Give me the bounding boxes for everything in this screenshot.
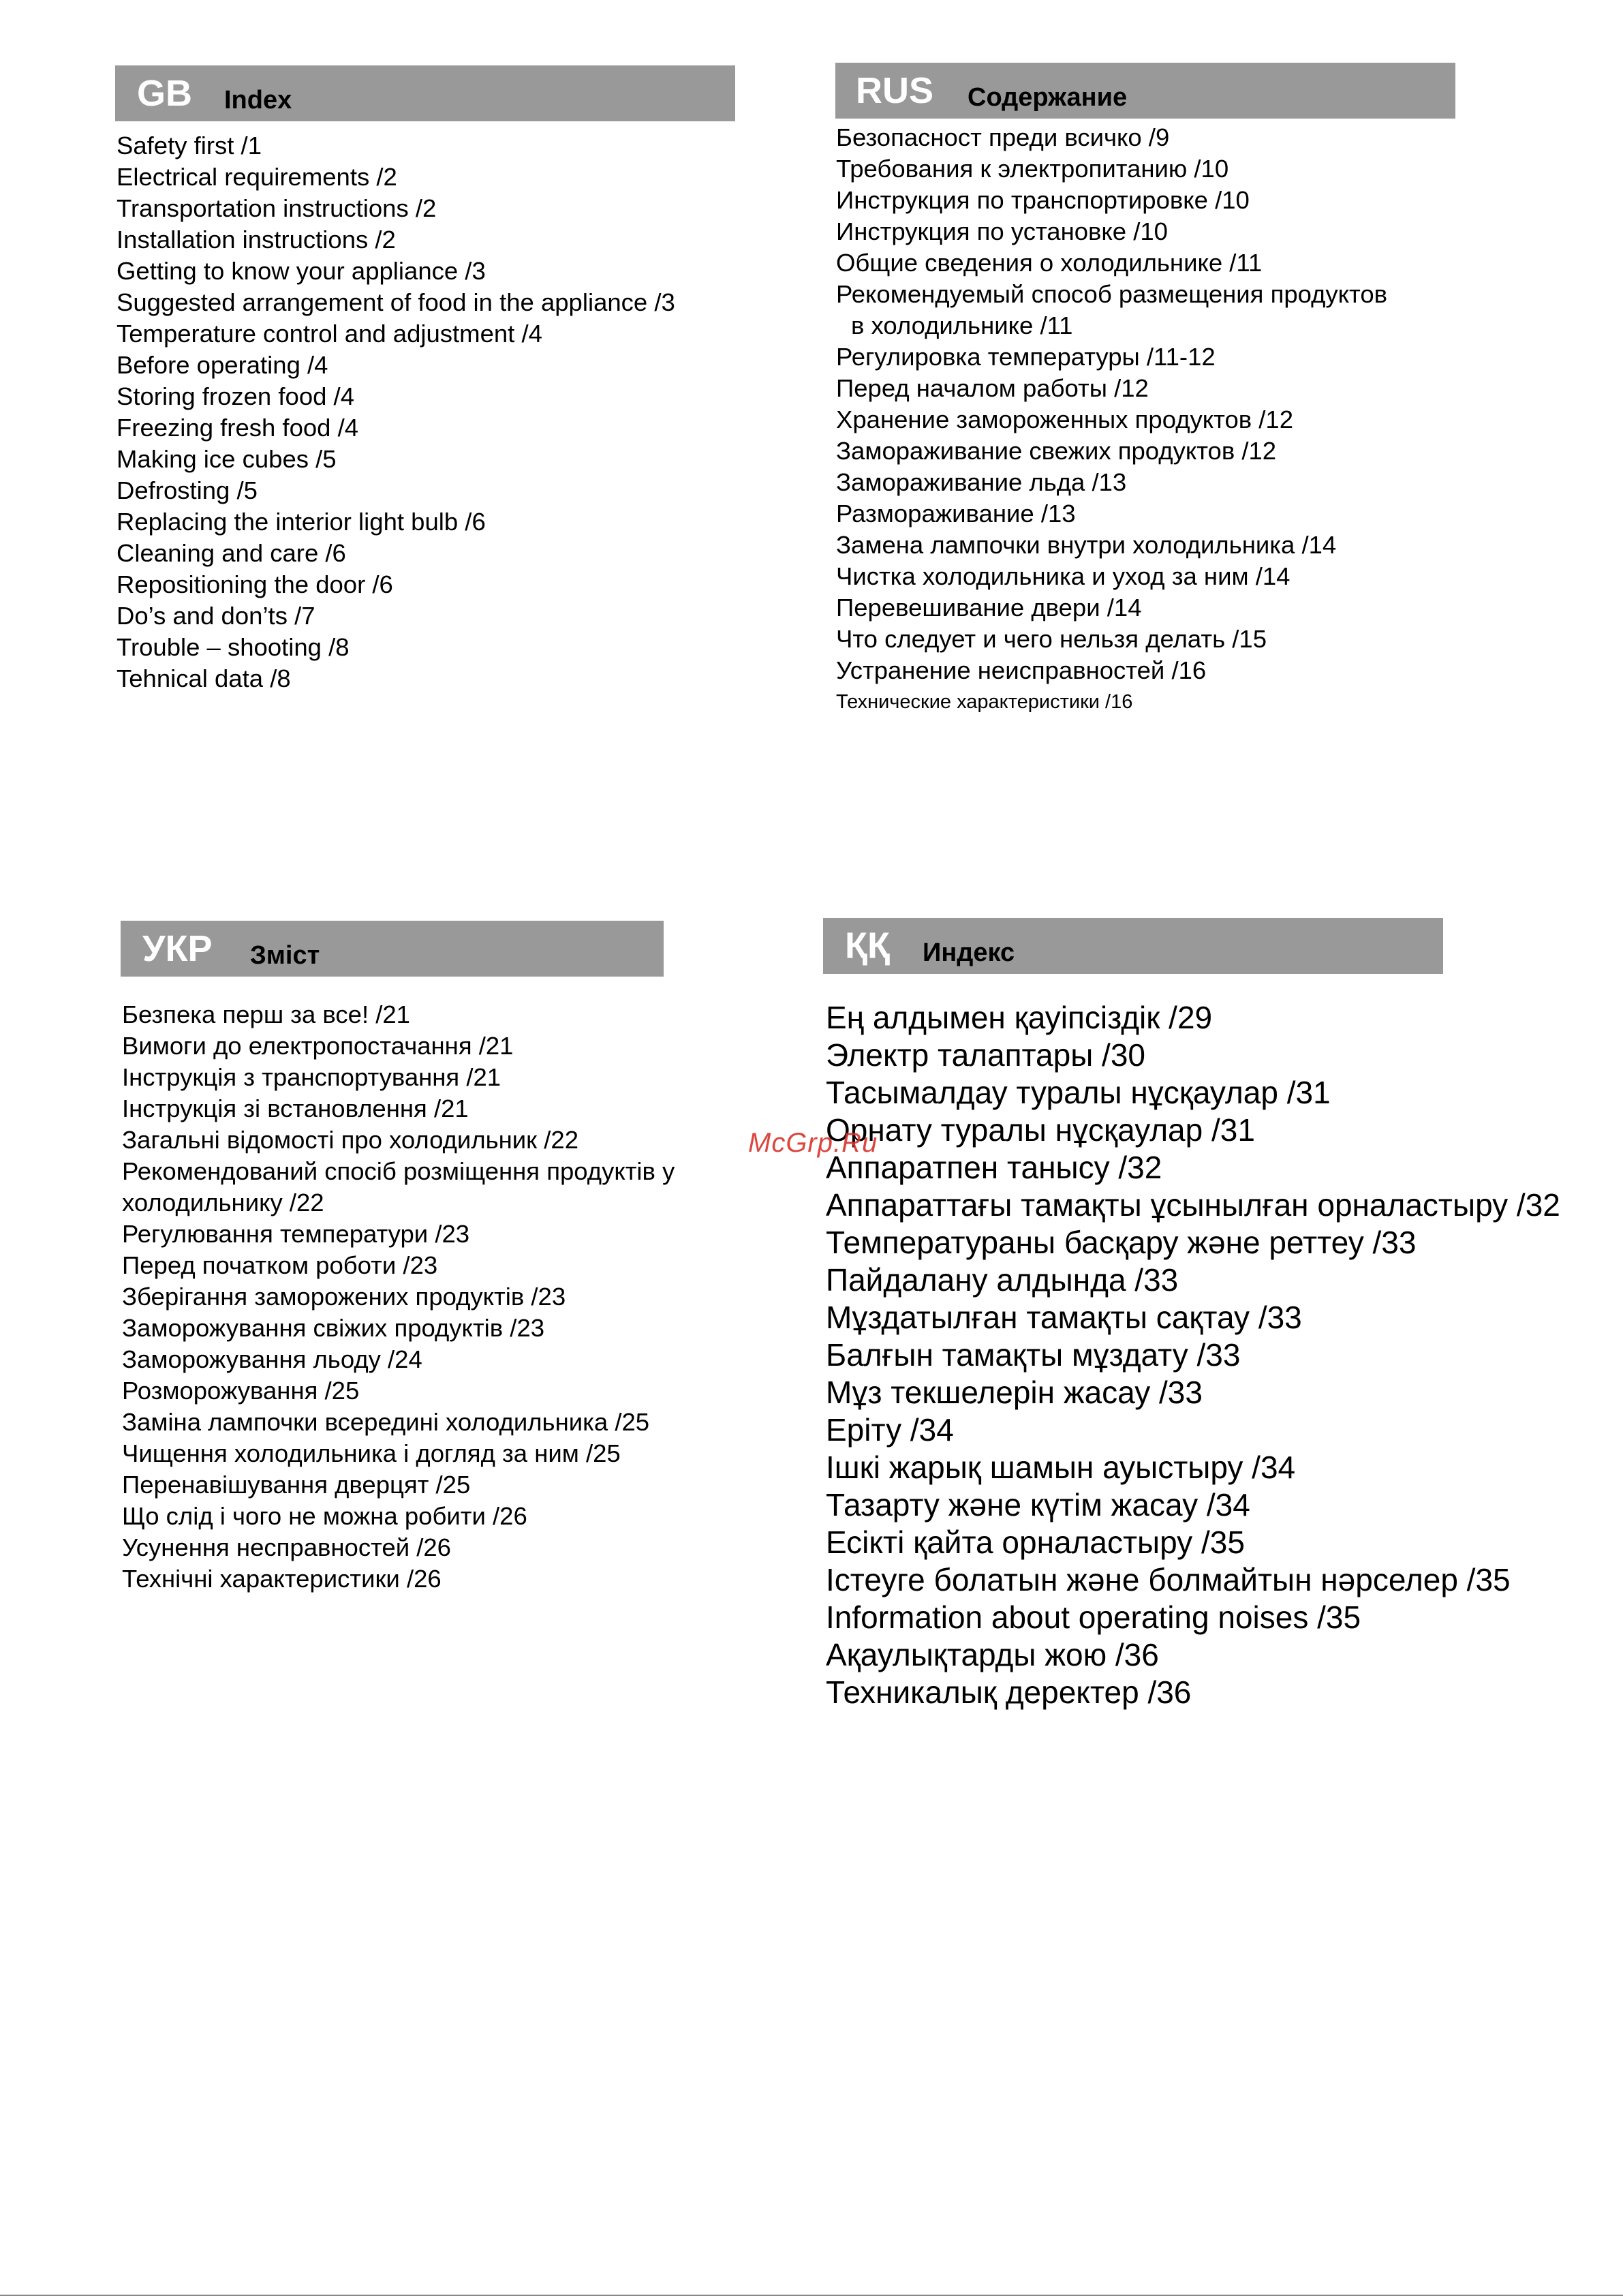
list-item: Орнату туралы нұсқаулар /31: [826, 1112, 1255, 1148]
list-item: Еріту /34: [826, 1412, 954, 1448]
list-item: Рекомендуемый способ размещения продуктов: [836, 280, 1388, 308]
watermark: McGrp.Ru: [748, 1128, 878, 1158]
list-item: Перевешивание двери /14: [836, 594, 1142, 622]
list-item: в холодильнике /11: [851, 311, 1073, 339]
list-item: Есікті қайта орналастыру /35: [826, 1525, 1245, 1560]
list-item: Істеуге болатын және болмайтын нәрселер /35: [826, 1562, 1511, 1597]
list-item: Тазарту және күтім жасау /34: [826, 1487, 1250, 1522]
list-item: Temperature control and adjustment /4: [117, 320, 542, 348]
list-item: Инструкция по установке /10: [836, 217, 1168, 245]
list-item: Технічні характеристики /26: [122, 1565, 442, 1593]
list-item: Suggested arrangement of food in the appliance /3: [117, 288, 675, 316]
list-item: Freezing fresh food /4: [117, 414, 359, 442]
list-item: Инструкция по транспортировке /10: [836, 186, 1250, 214]
list-item: Information about operating noises /35: [826, 1599, 1361, 1635]
list-item: Чищення холодильника і догляд за ним /25: [122, 1439, 621, 1467]
list-item: Загальні відомості про холодильник /22: [122, 1126, 579, 1154]
list-item: Температураны басқару және реттеу /33: [826, 1225, 1417, 1260]
list-item: Чистка холодильника и уход за ним /14: [836, 562, 1290, 590]
list-item: Аппаратпен танысу /32: [826, 1150, 1162, 1185]
list-item: Устранение неисправностей /16: [836, 656, 1207, 684]
gb-index-list: [117, 130, 675, 694]
list-item: Trouble – shooting /8: [117, 633, 350, 661]
gb-section-title: Index: [224, 86, 292, 114]
list-item: Вимоги до електропостачання /21: [122, 1032, 514, 1060]
list-item: Заморожування свіжих продуктів /23: [122, 1314, 545, 1342]
list-item: Технические характеристики /16: [836, 691, 1133, 713]
rus-header-bar: [835, 63, 1455, 119]
list-item: Ішкі жарық шамын ауыстыру /34: [826, 1450, 1296, 1485]
list-item: Безпека перш за все! /21: [122, 1000, 410, 1028]
kz-section-title: Индекс: [923, 938, 1015, 967]
ukr-index-list: [122, 999, 675, 1595]
list-item: Безопасност преди всичко /9: [836, 123, 1170, 151]
list-item: Балғын тамақты мұздату /33: [826, 1337, 1241, 1373]
list-item: Требования к электропитанию /10: [836, 155, 1229, 183]
list-item: Do’s and don’ts /7: [117, 602, 315, 630]
list-item: Replacing the interior light bulb /6: [117, 508, 486, 536]
list-item: Repositioning the door /6: [117, 570, 393, 598]
list-item: Ақаулықтарды жою /36: [826, 1637, 1159, 1672]
list-item: Общие сведения о холодильнике /11: [836, 249, 1263, 277]
list-item: Що слід і чого не можна робити /26: [122, 1502, 527, 1530]
list-item: Before operating /4: [117, 351, 328, 379]
gb-language-code: GB: [137, 73, 192, 114]
list-item: Інструкція з транспортування /21: [122, 1063, 501, 1091]
list-item: Electrical requirements /2: [117, 163, 397, 191]
list-item: Что следует и чего нельзя делать /15: [836, 625, 1267, 653]
rus-language-code: RUS: [856, 70, 934, 111]
gb-header-bar: [115, 65, 735, 121]
list-item: Техникалық деректер /36: [826, 1674, 1192, 1710]
list-item: Зберігання заморожених продуктів /23: [122, 1283, 566, 1311]
list-item: Замена лампочки внутри холодильника /14: [836, 531, 1337, 559]
list-item: Safety first /1: [117, 132, 262, 159]
list-item: Рекомендований спосіб розміщення продуктів у: [122, 1157, 675, 1185]
list-item: Defrosting /5: [117, 476, 258, 504]
list-item: Transportation instructions /2: [117, 194, 437, 222]
list-item: Усунення несправностей /26: [122, 1533, 451, 1561]
list-item: Заміна лампочки всередині холодильника /25: [122, 1408, 650, 1436]
list-item: Тасымалдау туралы нұсқаулар /31: [826, 1075, 1331, 1110]
list-item: Регулювання температури /23: [122, 1220, 470, 1248]
list-item: Пайдалану алдында /33: [826, 1262, 1179, 1298]
list-item: Making ice cubes /5: [117, 445, 337, 473]
list-item: Getting to know your appliance /3: [117, 257, 486, 285]
list-item: Tehnical data /8: [117, 664, 291, 692]
list-item: Інструкція зі встановлення /21: [122, 1095, 469, 1122]
list-item: Перед початком роботи /23: [122, 1251, 438, 1279]
list-item: Ең алдымен қауіпсіздік /29: [826, 1000, 1213, 1035]
rus-section-title: Содержание: [968, 83, 1128, 112]
list-item: Аппараттағы тамақты ұсынылған орналастыру /32: [826, 1187, 1560, 1223]
list-item: Installation instructions /2: [117, 226, 396, 254]
list-item: Заморожування льоду /24: [122, 1345, 422, 1373]
list-item: Замораживание свежих продуктов /12: [836, 437, 1277, 465]
rus-index-list: [836, 122, 1387, 718]
ukr-header-bar: [121, 921, 664, 977]
list-item: Перед началом работы /12: [836, 374, 1149, 402]
ukr-language-code: УКР: [142, 928, 213, 969]
list-item: Замораживание льда /13: [836, 468, 1127, 496]
list-item: Электр талаптары /30: [826, 1037, 1146, 1073]
list-item: Розморожування /25: [122, 1377, 360, 1405]
list-item: Мұз текшелерін жасау /33: [826, 1375, 1203, 1410]
list-item: Мұздатылған тамақты сақтау /33: [826, 1300, 1302, 1335]
kz-language-code: ҚҚ: [845, 925, 890, 966]
list-item: Storing frozen food /4: [117, 382, 354, 410]
kz-index-list: [826, 999, 1560, 1711]
list-item: холодильнику /22: [122, 1189, 324, 1216]
list-item: Перенавішування дверцят /25: [122, 1471, 471, 1499]
list-item: Размораживание /13: [836, 500, 1076, 527]
kz-header-bar: [823, 918, 1443, 974]
list-item: Хранение замороженных продуктов /12: [836, 405, 1294, 433]
ukr-section-title: Зміст: [250, 941, 320, 970]
list-item: Cleaning and care /6: [117, 539, 346, 567]
list-item: Регулировка температуры /11-12: [836, 343, 1216, 371]
